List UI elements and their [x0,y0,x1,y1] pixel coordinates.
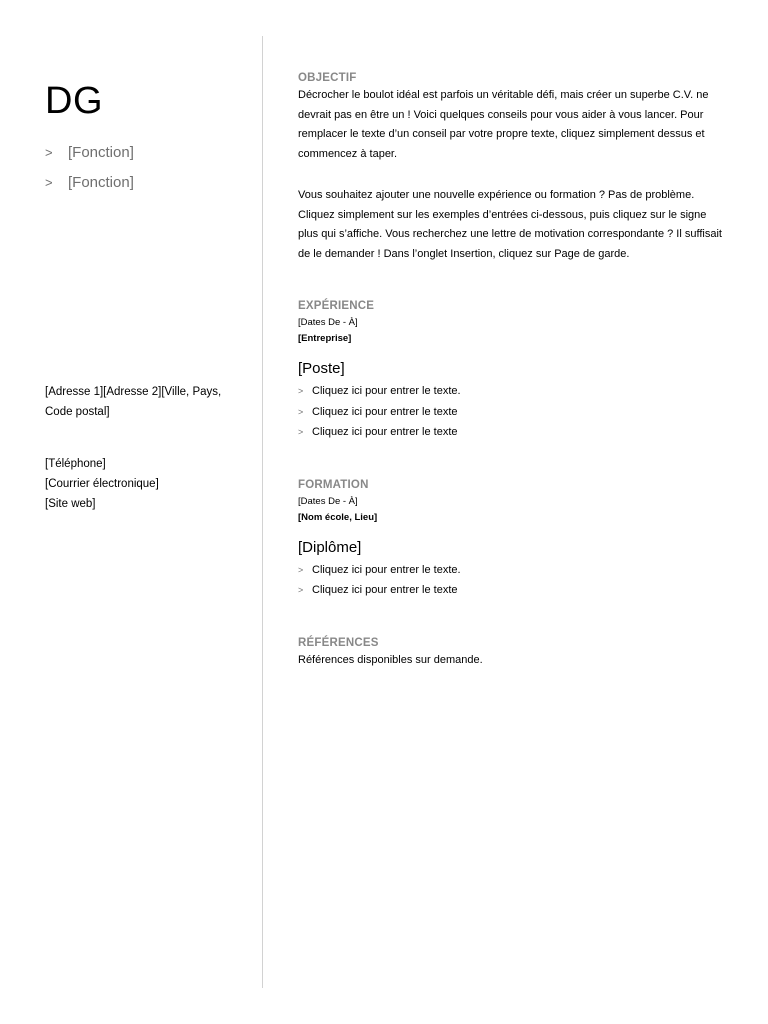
list-item[interactable] [298,422,728,443]
bullet-text[interactable]: Cliquez ici pour entrer le texte. [312,385,461,397]
chevron-right-icon: > [45,175,53,190]
experience-dates[interactable]: [Dates De - À] [298,317,358,328]
experience-bullets [298,381,728,443]
role-label[interactable]: [Fonction] [68,144,134,161]
formation-degree[interactable]: [Diplôme] [298,538,362,556]
email-field[interactable]: [Courrier électronique] [45,478,159,490]
chevron-right-icon: > [298,406,304,417]
address-block[interactable]: [Adresse 1][Adresse 2][Ville, Pays, Code postal] [45,386,222,418]
objectif-section [298,70,728,264]
bullet-text[interactable]: Cliquez ici pour entrer le texte. [312,563,461,576]
role-item[interactable] [45,138,245,168]
left-column [45,78,245,198]
section-heading: OBJECTIF [298,72,357,84]
role-label[interactable]: [Fonction] [68,174,134,191]
experience-section [298,298,728,443]
list-item[interactable] [298,560,728,581]
initials[interactable]: DG [45,80,103,122]
formation-bullets [298,560,728,601]
bullet-text[interactable]: Cliquez ici pour entrer le texte [312,405,458,418]
section-heading: RÉFÉRENCES [298,636,379,649]
experience-title[interactable]: [Poste] [298,360,345,377]
formation-dates[interactable]: [Dates De - À] [298,495,358,507]
objectif-paragraph[interactable]: Vous souhaitez ajouter une nouvelle expérience ou formation ? Pas de problème. Cliquez simplement sur les exemples d’entrées ci-dessous, puis cliquez sur le signe plus qui s’affiche. Vous recherchez une lettre de motivation correspondante ? Il suffisait de le demander ! Dans l’onglet Insertion, cliquez sur Page de garde. [298,189,722,260]
website-field[interactable]: [Site web] [45,498,96,510]
bullet-text[interactable]: Cliquez ici pour entrer le texte [312,426,458,438]
chevron-right-icon: > [45,145,53,160]
objectif-paragraph[interactable]: Décrocher le boulot idéal est parfois un véritable défi, mais créer un superbe C.V. ne devrait pas en être un ! Voici quelques conseils pour vous aider à vous lancer. Pour remplacer le texte d’un conseil par votre propre texte, cliquez simplement dessus et commencez à taper. [298,89,709,160]
chevron-right-icon: > [298,386,304,396]
chevron-right-icon: > [298,585,304,595]
references-section [298,635,728,671]
list-item[interactable] [298,381,728,402]
experience-company[interactable]: [Entreprise] [298,333,352,344]
references-text[interactable]: Références disponibles sur demande. [298,653,483,666]
section-heading: FORMATION [298,478,369,491]
chevron-right-icon: > [298,564,304,575]
phone-field[interactable]: [Téléphone] [45,458,106,470]
contact-block [45,454,235,514]
list-item[interactable] [298,402,728,423]
column-divider [262,36,263,988]
formation-section [298,477,728,601]
role-item[interactable] [45,168,245,198]
chevron-right-icon: > [298,427,304,437]
formation-school[interactable]: [Nom école, Lieu] [298,511,378,523]
list-item[interactable] [298,580,728,601]
section-heading: EXPÉRIENCE [298,300,375,312]
bullet-text[interactable]: Cliquez ici pour entrer le texte [312,584,458,596]
role-list [45,138,245,198]
right-column [298,70,728,670]
